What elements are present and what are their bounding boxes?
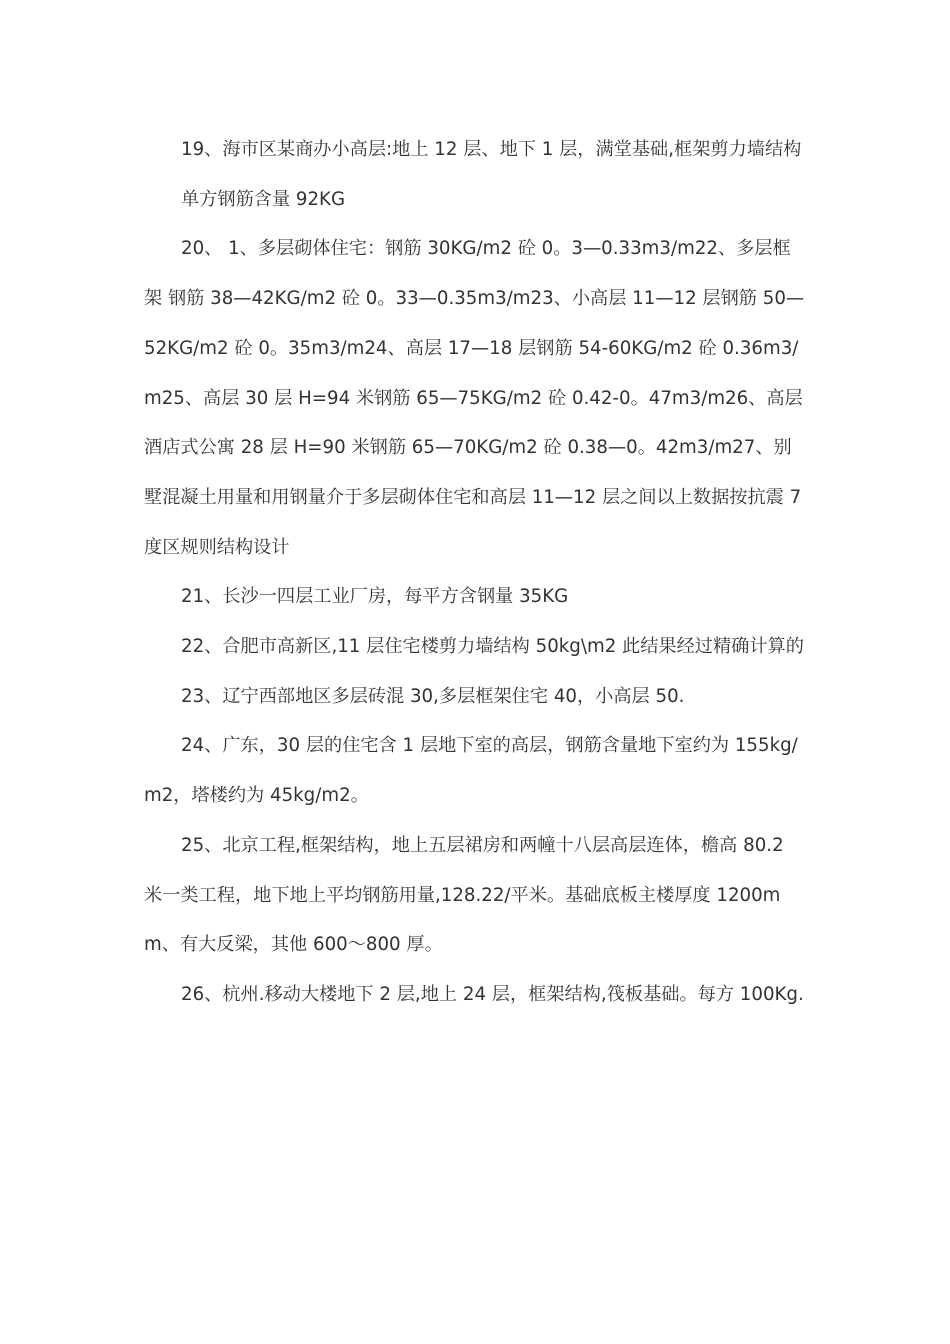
paragraph-22: 22、合肥市高新区,11 层住宅楼剪力墙结构 50kg\m2 此结果经过精确计算的 [181, 636, 804, 658]
paragraph-20: 20、 1、多层砌体住宅：钢筋 30KG/m2 砼 0。3—0.33m3/m22、多层框架 钢筋 38—42KG/m2 砼 0。33—0.35m3/m23、小高层 11—12 层钢筋 50—52KG/m2 砼 0。35m3/m24、高层 17—18 层钢筋 54-60KG/m2 砼 0.36m3/m25、高层 30 层 H=94 米钢筋 65—75KG/m2 砼 0.42-0。47m3/m26、高层酒店式公寓 28 层 H=90 米钢筋 65—70KG/m2 砼 0.38—0。42m3/m27、别墅混凝土用量和用钢量介于多层砌体住宅和高层 11—12 层之间以上数据按抗震 7 度区规则结构设计 [144, 238, 805, 558]
paragraph-21: 21、长沙一四层工业厂房，每平方含钢量 35KG [181, 586, 569, 608]
paragraph-19: 19、海市区某商办小高层:地上 12 层、地下 1 层，满堂基础,框架剪力墙结构 [181, 139, 802, 160]
paragraph-25: 25、北京工程,框架结构，地上五层裙房和两幢十八层高层连体，檐高 80.2 米一类工程，地下地上平均钢筋用量,128.22/平米。基础底板主楼厚度 1200mm、有大反梁，其他 600～800 厚。 [144, 834, 784, 956]
document-body [144, 125, 806, 1013]
paragraph-24: 24、广东，30 层的住宅含 1 层地下室的高层，钢筋含量地下室约为 155kg/m2，塔楼约为 45kg/m2。 [144, 735, 798, 807]
paragraph-23: 23、辽宁西部地区多层砖混 30,多层框架住宅 40，小高层 50. [181, 685, 685, 707]
paragraph-26: 26、杭州.移动大楼地下 2 层,地上 24 层，框架结构,筏板基础。每方 100Kg. [181, 983, 804, 1005]
paragraph-19-steel-content: 单方钢筋含量 92KG [181, 188, 346, 210]
